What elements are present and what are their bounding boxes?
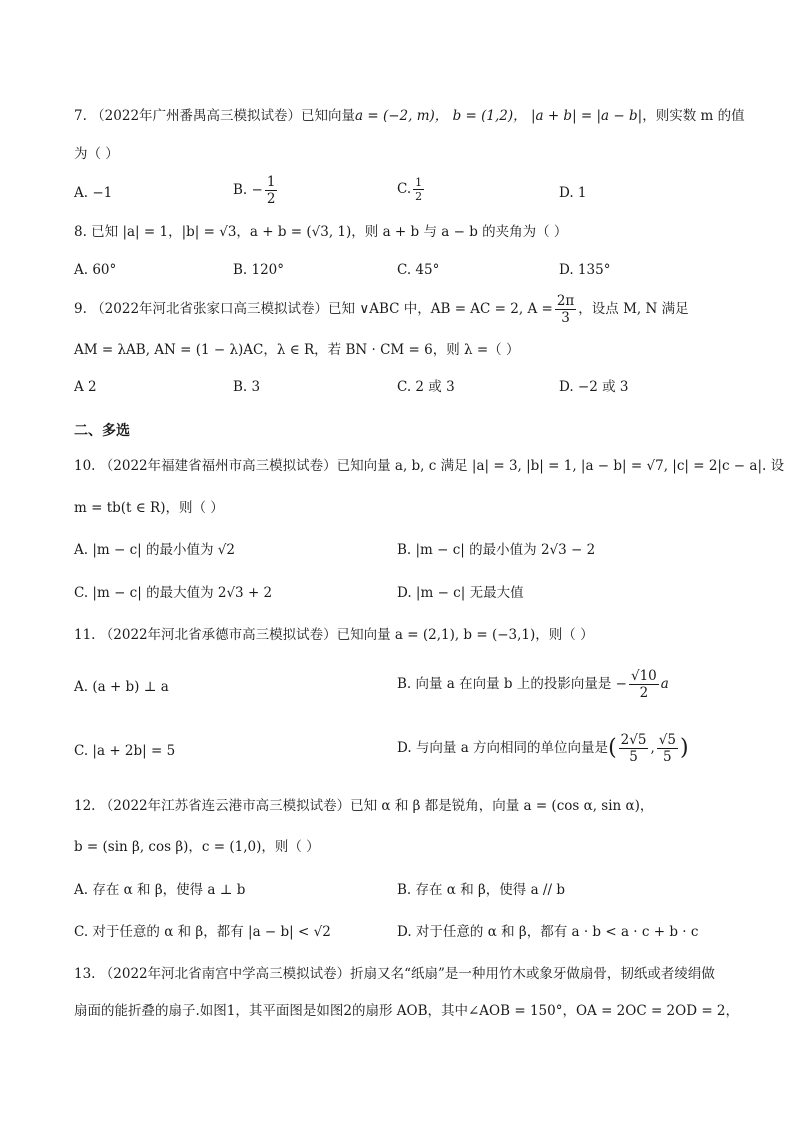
q13-line1: 13. （2022年河北省南宫中学高三模拟试卷）折扇又名“纸扇”是一种用竹木或象牙做扇骨，韧纸或者绫绢做 — [74, 966, 715, 982]
frac-den: 5 — [663, 749, 672, 765]
frac-den: 2 — [415, 190, 423, 203]
q10-option-a: A. |m − c| 的最小值为 √2 — [74, 542, 235, 558]
q7-condition: |a + b| = |a − b| — [530, 108, 643, 124]
q7-option-a: A. −1 — [74, 185, 113, 201]
q8-option-a: A. 60° — [74, 262, 117, 278]
q7-option-c-frac — [413, 176, 424, 203]
frac-num: 1 — [266, 174, 276, 190]
q11-option-d-frac1 — [619, 732, 649, 765]
q7-option-b — [233, 174, 279, 207]
frac-num: 2π — [556, 293, 575, 309]
q12-option-a: A. 存在 α 和 β，使得 a ⊥ b — [74, 882, 246, 898]
q11-option-c: C. |a + 2b| = 5 — [74, 743, 176, 759]
q7-option-b-label: B. − — [233, 182, 263, 198]
q7-line1 — [74, 106, 745, 126]
q10-option-d: D. |m − c| 无最大值 — [397, 585, 524, 601]
q11-option-d-label: D. 与向量 a 方向相同的单位向量是 — [397, 740, 609, 756]
q12-line2: b = (sin β, cos β)，c = (1,0)，则（ ） — [74, 839, 320, 855]
q12-option-c: C. 对于任意的 α 和 β，都有 |a − b| < √2 — [74, 924, 331, 940]
section-title: 二、多选 — [74, 423, 130, 439]
q11-option-b-frac — [629, 668, 659, 701]
q7-line2: 为（ ） — [74, 146, 119, 162]
q10-line1: 10. （2022年福建省福州市高三模拟试卷）已知向量 a, b, c 满足 |a| = 3, |b| = 1, |a − b| = √7, |c| = 2|c − a|. 设 — [74, 458, 785, 474]
q8-stem: 8. 已知 |a| = 1，|b| = √3，a + b = (√3, 1)，则 a + b 与 a − b 的夹角为（ ） — [74, 224, 568, 240]
q10-line2: m = tb(t ∈ R)，则（ ） — [74, 500, 224, 516]
q7-option-c-label: C. — [397, 181, 412, 197]
q9-line1a: 9. （2022年河北省张家口高三模拟试卷）已知 ∨ABC 中，AB = AC = 2, A = — [74, 301, 553, 317]
frac-den: 2 — [639, 685, 649, 701]
q8-option-d: D. 135° — [559, 262, 611, 278]
q9-option-d: D. −2 或 3 — [559, 379, 629, 395]
q11-option-b — [397, 668, 669, 701]
q11-option-a: A. (a + b) ⊥ a — [74, 679, 169, 695]
q7-option-d: D. 1 — [559, 185, 587, 201]
q8-option-b: B. 120° — [233, 262, 285, 278]
frac-num: √10 — [630, 668, 657, 684]
q9-option-b: B. 3 — [233, 379, 261, 395]
frac-den: 2 — [266, 191, 276, 207]
q9-option-a: A 2 — [74, 379, 97, 395]
q12-option-b: B. 存在 α 和 β，使得 a // b — [397, 882, 565, 898]
q11-option-b-label: B. 向量 a 在向量 b 上的投影向量是 − — [397, 676, 627, 692]
q13-line2: 扇面的能折叠的扇子.如图1，其平面图是如图2的扇形 AOB，其中∠AOB = 150°，OA = 2OC = 2OD = 2， — [74, 1003, 740, 1019]
q7-option-c — [397, 176, 426, 203]
q9-option-c: C. 2 或 3 — [397, 379, 455, 395]
q12-line1: 12. （2022年江苏省连云港市高三模拟试卷）已知 α 和 β 都是锐角，向量 a = (cos α, sin α)， — [74, 798, 654, 814]
q11-option-d-frac2 — [657, 732, 678, 765]
q9-frac — [555, 293, 576, 326]
q7-suffix: ，则实数 m 的值 — [642, 108, 745, 124]
q12-option-d: D. 对于任意的 α 和 β，都有 a · b < a · c + b · c — [397, 924, 699, 940]
q9-line1b: ，设点 M, N 满足 — [578, 301, 689, 317]
q9-line2: AM = λAB, AN = (1 − λ)AC，λ ∈ R，若 BN · CM = 6，则 λ =（ ） — [74, 342, 520, 358]
frac-den: 5 — [629, 749, 638, 765]
q10-option-b: B. |m − c| 的最小值为 2√3 − 2 — [397, 542, 596, 558]
frac-den: 3 — [561, 310, 570, 326]
q11-option-d: D. 与向量 a 方向相同的单位向量是( $\frac{2√5}{5}$ , $\frac{√5}{5}$ ) — [397, 732, 689, 765]
q11-line1: 11. （2022年河北省承德市高三模拟试卷）已知向量 a = (2,1), b = (−3,1)，则（ ） — [74, 627, 594, 643]
frac-num: 2√5 — [620, 732, 647, 748]
q11-option-b-tail: a — [660, 676, 669, 692]
frac-num: √5 — [658, 732, 676, 748]
q7-vec-a: a = (−2, m)， — [355, 108, 449, 124]
q7-option-b-frac — [265, 174, 278, 207]
q7-vec-b: b = (1,2)， — [452, 108, 527, 124]
q11-paren-open: ( — [608, 735, 617, 761]
frac-num: 1 — [415, 176, 423, 189]
q7-prefix: 7. （2022年广州番禺高三模拟试卷）已知向量 — [74, 108, 356, 124]
q11-paren-close: ) — [679, 735, 689, 761]
q9-line1 — [74, 293, 738, 326]
q8-option-c: C. 45° — [397, 262, 440, 278]
q10-option-c: C. |m − c| 的最大值为 2√3 + 2 — [74, 585, 273, 601]
